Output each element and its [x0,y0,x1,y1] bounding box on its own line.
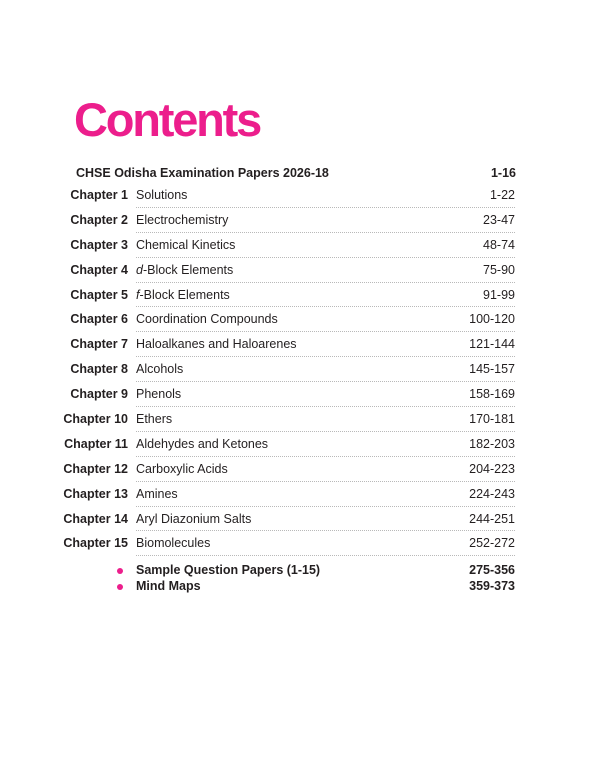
dotted-divider [136,282,515,283]
chapter-number: Chapter 12 [63,461,128,476]
chapter-title [136,412,172,426]
chapter-title [136,238,235,252]
chapter-number: Chapter 6 [70,312,128,327]
chapter-row [0,333,600,358]
chapter-title-text: Biomolecules [136,536,211,551]
bullet-icon [117,584,123,590]
chapter-pages: 91-99 [483,287,515,302]
chapter-pages: 244-251 [469,511,515,526]
chapter-row [0,383,600,408]
dotted-divider [136,506,515,507]
bullet-icon [117,568,123,574]
chapter-pages: 224-243 [469,486,515,501]
chapter-pages: 170-181 [469,412,515,427]
chapter-number: Chapter 10 [63,412,128,427]
chapter-title [136,462,228,476]
chapter-pages: 158-169 [469,387,515,402]
chapter-pages: 48-74 [483,237,515,252]
chapter-title-text: Electrochemistry [136,212,229,227]
chapter-title [136,437,268,451]
chapter-title-italic-prefix: d [136,262,143,277]
chapter-pages: 145-157 [469,362,515,377]
dotted-divider [136,481,515,482]
dotted-divider [136,381,515,382]
exam-papers-label: CHSE Odisha Examination Papers 2026-18 [76,166,329,180]
chapter-title-text: Phenols [136,387,182,402]
chapter-list [0,184,600,557]
chapter-title-text: Ethers [136,412,173,427]
chapter-number: Chapter 9 [70,387,128,402]
chapter-number: Chapter 4 [70,262,128,277]
chapter-row [0,184,600,209]
chapter-row [0,458,600,483]
chapter-pages: 204-223 [469,461,515,476]
exam-papers-entry [76,163,516,183]
extra-title: Mind Maps [136,579,201,593]
chapter-title-italic-prefix: f [136,287,140,302]
extras-list [0,562,600,594]
chapter-title [136,312,278,326]
chapter-number: Chapter 1 [70,188,128,202]
chapter-title [136,213,228,227]
chapter-number: Chapter 14 [63,511,128,526]
chapter-pages: 23-47 [483,212,515,227]
chapter-title [136,536,210,550]
dotted-divider [136,232,515,233]
dotted-divider [136,555,515,556]
chapter-row [0,234,600,259]
chapter-title-text: Carboxylic Acids [136,461,228,476]
chapter-title-text: Aldehydes and Ketones [136,436,269,451]
extra-title: Sample Question Papers (1-15) [136,563,321,577]
chapter-title [136,263,233,277]
dotted-divider [136,306,515,307]
chapter-title-text: Solutions [136,188,188,202]
chapter-row [0,284,600,309]
chapter-title-text: -Block Elements [142,262,234,277]
chapter-pages: 75-90 [483,262,515,277]
dotted-divider [136,331,515,332]
exam-papers-pages: 1-16 [490,166,516,180]
dotted-divider [136,356,515,357]
dotted-divider [136,456,515,457]
extra-pages: 275-356 [469,563,515,577]
chapter-title [136,512,251,526]
chapter-title-text: Alcohols [136,362,184,377]
chapter-title [136,337,297,351]
chapter-title [136,387,181,401]
chapter-title-text: Coordination Compounds [136,312,278,327]
extra-entry [0,562,600,578]
chapter-row [0,259,600,284]
chapter-row [0,358,600,383]
dotted-divider [136,431,515,432]
chapter-number: Chapter 2 [70,212,128,227]
chapter-row [0,532,600,557]
extra-pages: 359-373 [469,579,515,593]
chapter-pages: 182-203 [469,436,515,451]
chapter-number: Chapter 7 [70,337,128,352]
chapter-row [0,408,600,433]
chapter-row [0,483,600,508]
chapter-row [0,209,600,234]
dotted-divider [136,406,515,407]
dotted-divider [136,530,515,531]
chapter-pages: 121-144 [469,337,515,352]
chapter-title-text: -Block Elements [139,287,230,302]
chapter-pages: 1-22 [489,188,515,202]
chapter-row [0,508,600,533]
chapter-number: Chapter 13 [63,486,128,501]
chapter-number: Chapter 11 [64,436,128,451]
chapter-row [0,308,600,333]
chapter-title-text: Aryl Diazonium Salts [136,511,252,526]
chapter-row [0,433,600,458]
chapter-pages: 252-272 [469,536,515,551]
extra-entry [0,578,600,594]
chapter-title [136,487,178,501]
chapter-title-text: Haloalkanes and Haloarenes [136,337,297,352]
chapter-title [136,362,183,376]
chapter-pages: 100-120 [469,312,515,327]
chapter-title [136,188,187,202]
chapter-title-text: Chemical Kinetics [136,237,236,252]
chapter-number: Chapter 5 [70,287,128,302]
chapter-number: Chapter 15 [63,536,128,551]
dotted-divider [136,207,515,208]
chapter-number: Chapter 8 [70,362,128,377]
chapter-title [136,288,230,302]
dotted-divider [136,257,515,258]
page-title: Contents [74,93,261,146]
chapter-number: Chapter 3 [70,237,128,252]
chapter-title-text: Amines [136,486,178,501]
